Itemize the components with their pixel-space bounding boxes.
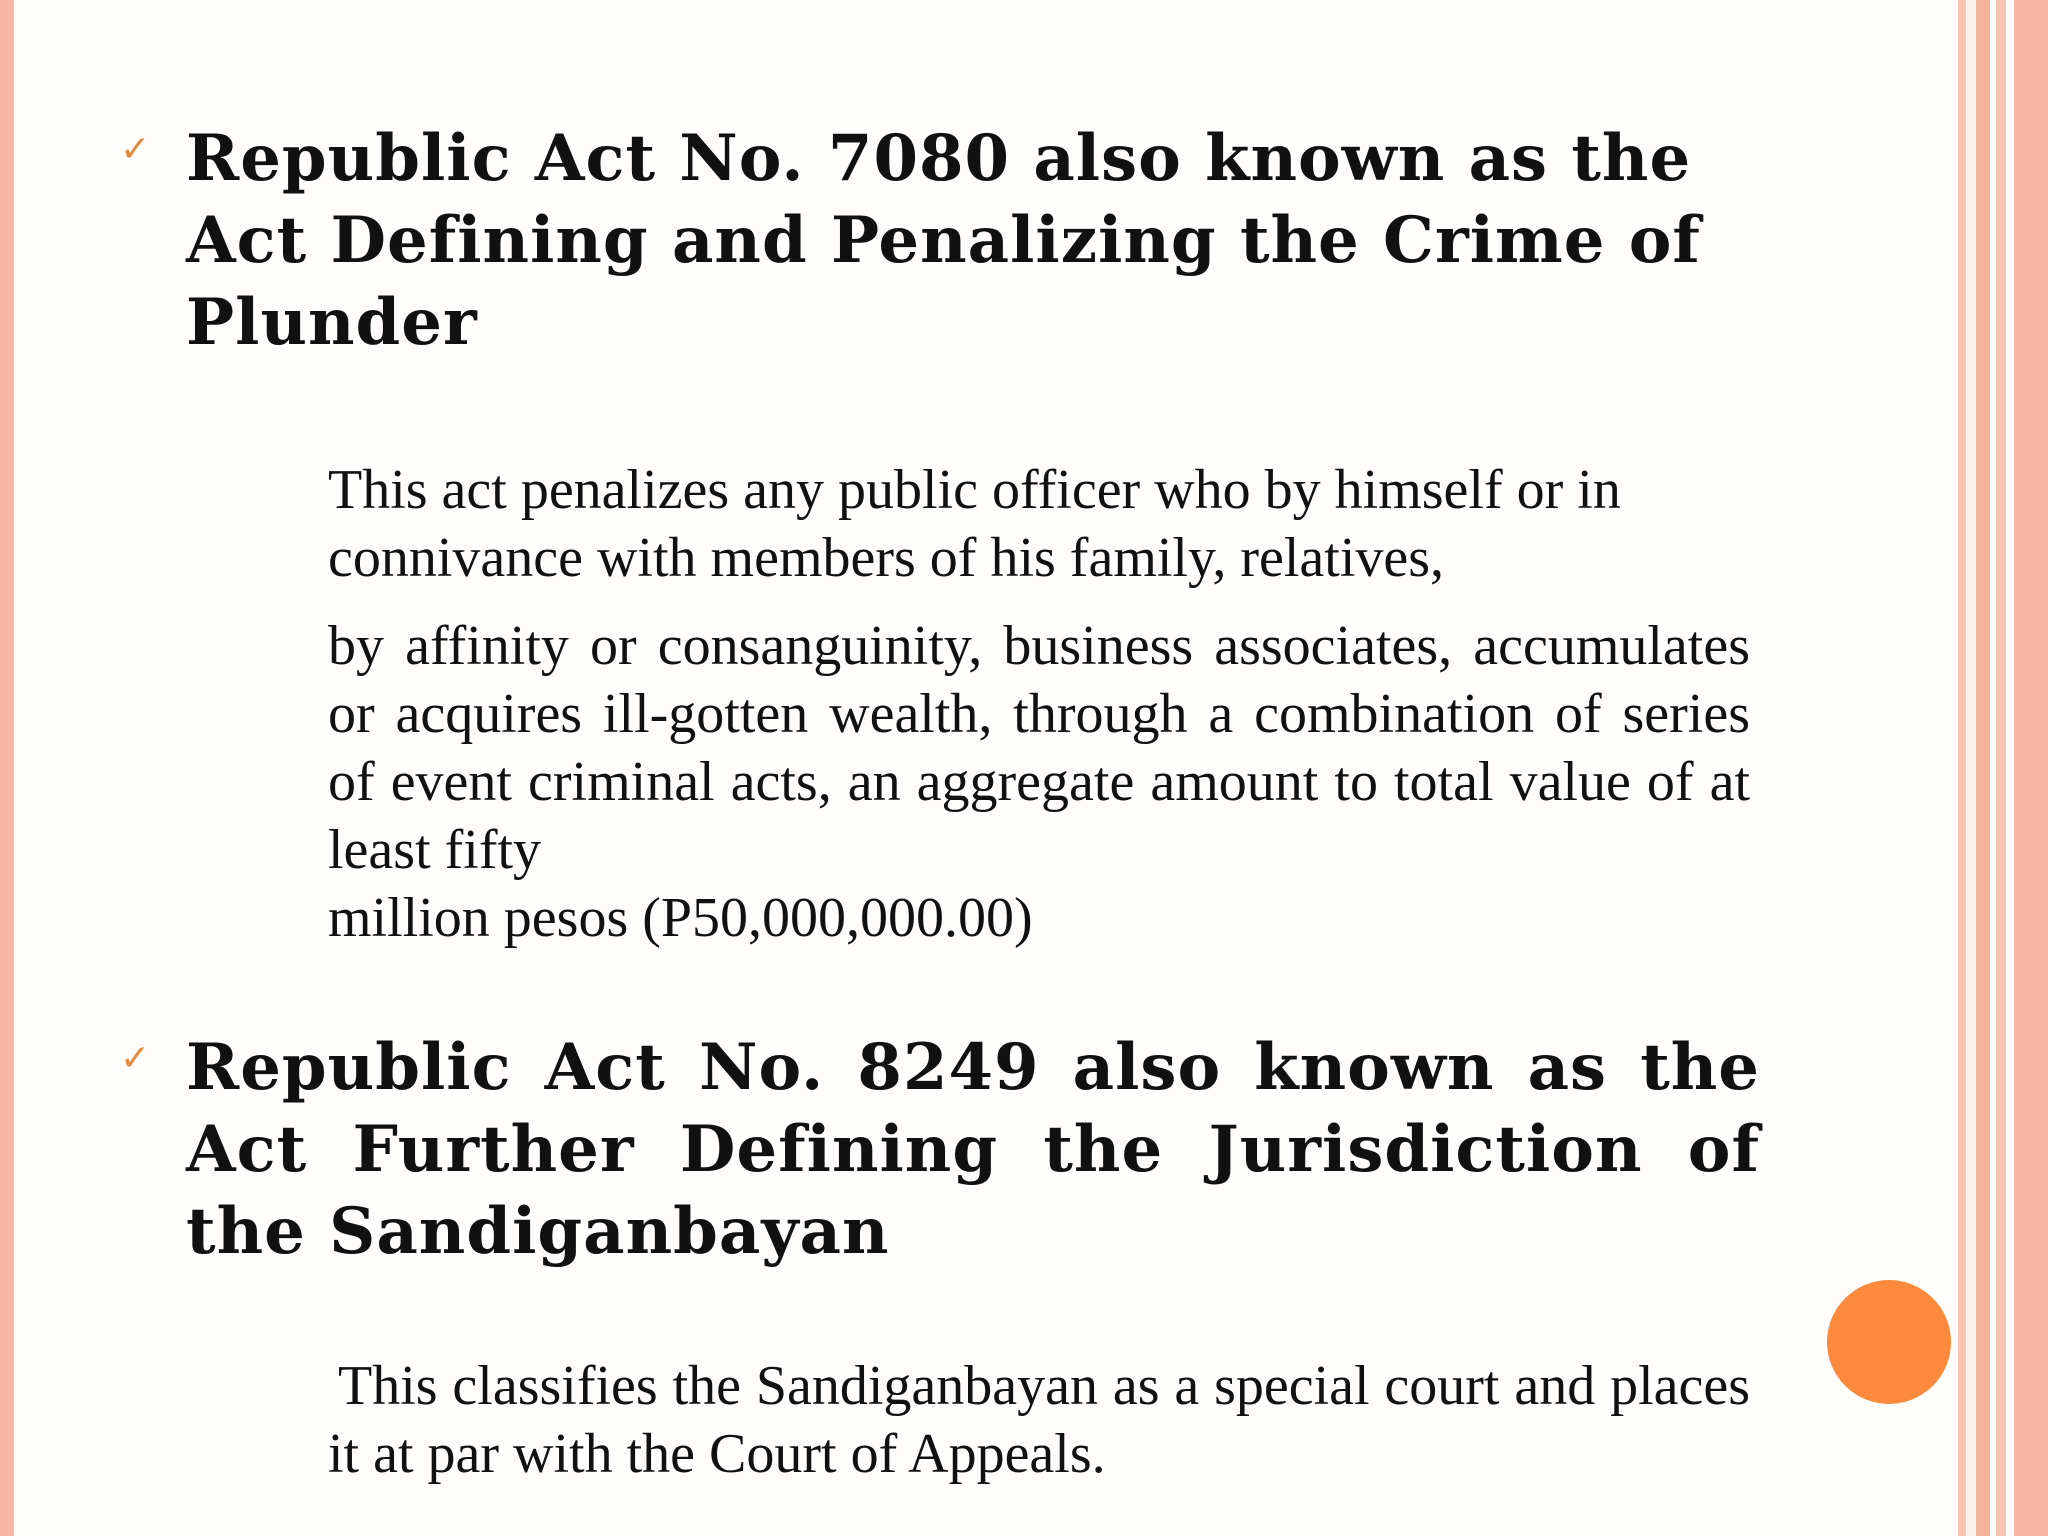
heading-ra-8249: Republic Act No. 8249 also known as the Act Further Defining the Jurisdiction of the Sandiganbayan [186,1030,1760,1269]
right-stripe-gap [1966,0,1976,1536]
right-stripe-1 [1958,0,1966,1536]
paragraph-ra-7080-part-2 [328,612,1750,952]
paragraph-ra-7080-part-1: This act penalizes any public officer who by himself or in connivance with members of his family, relatives, [328,459,1621,589]
checkmark-icon: ✓ [120,129,151,170]
checkmark-icon: ✓ [120,1038,151,1079]
paragraph-ra-7080-part-2-text: by affinity or consanguinity, business associates, accumulates or acquires ill-gotten wealth, through a combination of series of event criminal acts, an aggregate amount to total value of at least fifty [328,615,1750,881]
right-stripe-3 [1996,0,2006,1536]
heading-ra-7080: Republic Act No. 7080 also known as the Act Defining and Penalizing the Crime of Plunder [186,121,1701,360]
left-border-stripe [0,0,14,1536]
paragraph-ra-7080-last-line: million pesos (P50,000,000.00) [328,887,1033,949]
paragraph-ra-8249: This classifies the Sandiganbayan as a special court and places it at par with the Court of Appeals. [328,1355,1750,1485]
bullet-ra-8249 [120,1027,1760,1273]
orange-circle-icon [1827,1280,1951,1404]
right-stripe-4 [2014,0,2048,1536]
bullet-ra-7080 [120,118,1760,364]
right-stripe-2 [1976,0,1990,1536]
